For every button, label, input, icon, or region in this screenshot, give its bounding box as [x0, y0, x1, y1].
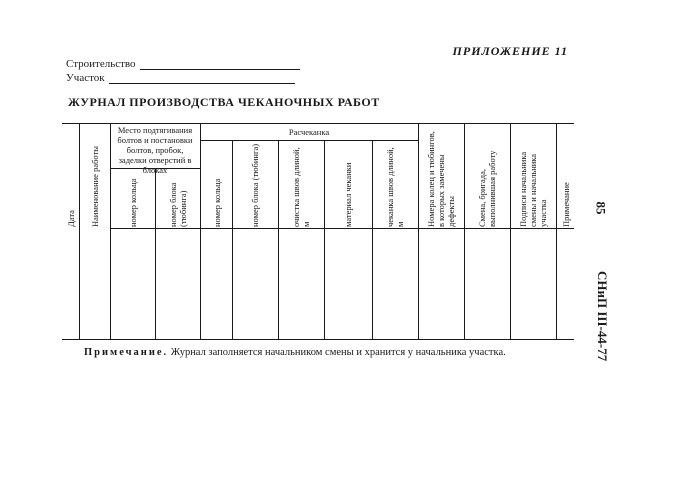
col-ring-number-2-header: номер кольца: [212, 178, 222, 227]
section-label: Участок: [66, 72, 105, 84]
col-seam-caulk-header: чеканка швов длиной, м: [385, 147, 405, 227]
appendix-label: ПРИЛОЖЕНИЕ 11: [452, 44, 568, 58]
journal-title: ЖУРНАЛ ПРОИЗВОДСТВА ЧЕКАНОЧНЫХ РАБОТ: [68, 95, 380, 109]
col-signatures-header: Подписи начальника смены и начальника участка: [518, 151, 548, 227]
col-remarks-header: Примечание: [561, 182, 571, 227]
document-code: СНиП III-44-77: [595, 271, 610, 362]
footnote-text: Журнал заполняется начальником смены и хранится у начальника участка.: [170, 347, 506, 358]
table-top-border: [62, 123, 574, 124]
col-ring-number-header: номер кольца: [128, 178, 138, 227]
header-bottom-border: [110, 228, 574, 229]
section-field: [66, 72, 295, 84]
footnote-lead: Примечание.: [84, 347, 169, 358]
col-caulk-material-header: материал чеканки: [343, 162, 353, 227]
construction-blank-line: [140, 58, 300, 70]
col-shift-brigade-header: Смена, бригада, выполнившая работу: [477, 150, 497, 227]
construction-field: [66, 58, 300, 70]
col-seam-clean-header: очистка швов длиной, м: [291, 147, 311, 227]
col-work-name-header: Наименование работы: [90, 146, 100, 227]
table-bottom-border: [62, 339, 574, 340]
col-defect-rings-header: Номера колец и тюбингов, в которых замечены дефекты: [426, 131, 456, 227]
tightening-group-header: Место подтягивания болтов и постановки болтов, пробок, заделки отверстий в блоках: [117, 125, 193, 175]
footnote: [84, 347, 506, 358]
construction-label: Строительство: [66, 58, 136, 70]
page-number: 85: [593, 201, 609, 215]
col-block-number-header: номер блока (тюбинга): [168, 182, 188, 227]
col-block-number-2-header: номер блока (тюбинга): [250, 143, 260, 227]
section-blank-line: [109, 72, 295, 84]
journal-table: [62, 123, 574, 340]
col-date-header: Дата: [65, 210, 76, 227]
caulking-group-header: Расчеканка: [288, 127, 330, 137]
